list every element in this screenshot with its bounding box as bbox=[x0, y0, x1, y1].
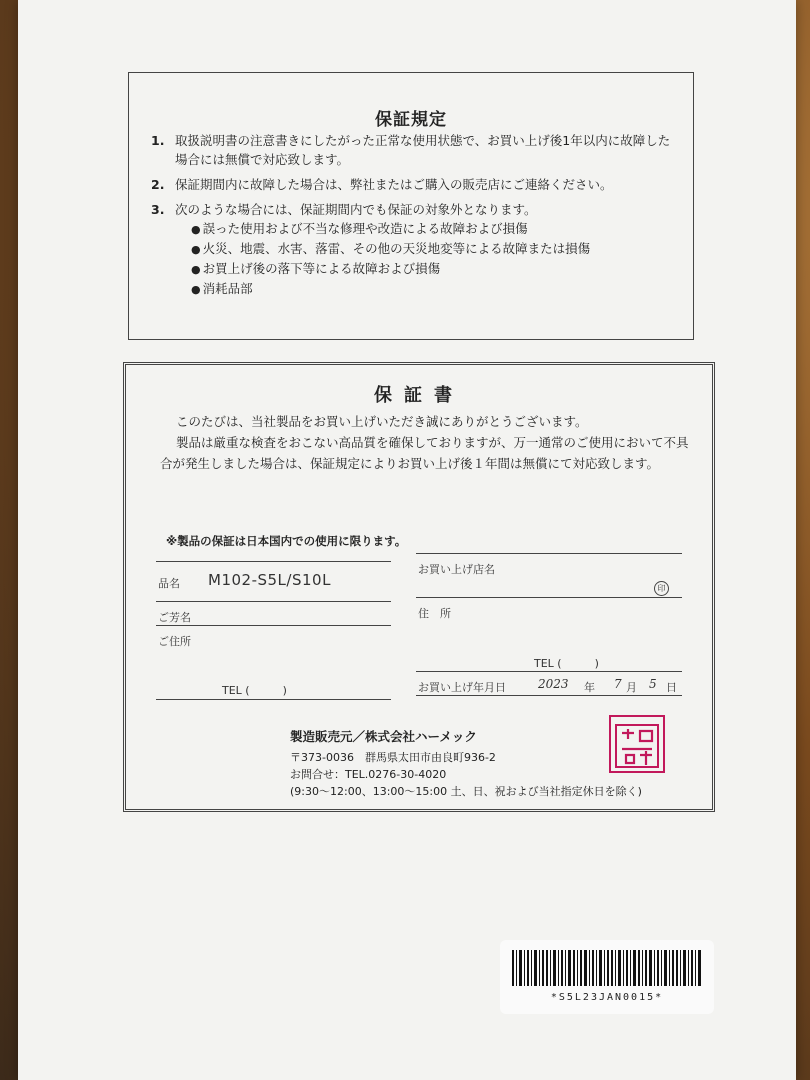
warranty-certificate-box bbox=[123, 362, 715, 812]
exclusion-item: ● 消耗品部 bbox=[191, 279, 675, 299]
customer-tel-label: TEL ( ) bbox=[222, 684, 287, 697]
certificate-title: 保証書 bbox=[374, 385, 464, 406]
shop-name-label: お買い上げ店名 bbox=[418, 563, 495, 576]
form-line bbox=[416, 695, 682, 696]
rule-text: 取扱説明書の注意書きにしたがった正常な使用状態で、お買い上げ後1年以内に故障した場合には無償で対応致します。 bbox=[175, 133, 671, 167]
shop-address-label: 住 所 bbox=[418, 607, 451, 620]
purchase-date-label: お買い上げ年月日 bbox=[418, 681, 506, 694]
form-line bbox=[416, 553, 682, 554]
manufacturer-contact bbox=[290, 749, 642, 800]
rule-item bbox=[151, 200, 675, 299]
product-name-value: M102-S5L/S10L bbox=[208, 571, 331, 589]
manufacturer-name: 製造販売元／株式会社ハーメック bbox=[290, 729, 477, 744]
rule-number: 1. bbox=[151, 133, 165, 148]
exclusion-item: ● お買上げ後の落下等による故障および損傷 bbox=[191, 259, 675, 279]
form-line bbox=[156, 699, 391, 700]
exclusion-item: ● 誤った使用および不当な修理や改造による故障および損傷 bbox=[191, 219, 675, 239]
purchase-day-value: 5 bbox=[649, 677, 657, 691]
shop-tel-label: TEL ( ) bbox=[534, 657, 599, 670]
rule-text: 保証期間内に故障した場合は、弊社またはご購入の販売店にご連絡ください。 bbox=[175, 177, 613, 192]
exclusion-list bbox=[175, 219, 675, 299]
form-line bbox=[416, 671, 682, 672]
rule-item bbox=[151, 131, 675, 169]
year-unit: 年 bbox=[584, 681, 595, 694]
company-seal-stamp bbox=[609, 715, 665, 773]
purchase-month-value: 7 bbox=[614, 677, 622, 691]
warranty-paper bbox=[18, 0, 796, 1080]
rule-item bbox=[151, 175, 675, 194]
domestic-use-note: ※製品の保証は日本国内での使用に限ります。 bbox=[166, 534, 407, 548]
customer-address-label: ご住所 bbox=[158, 635, 191, 648]
stamp-mark: 印 bbox=[654, 581, 669, 596]
product-name-label: 品名 bbox=[158, 577, 180, 590]
regulations-title: 保証規定 bbox=[375, 110, 447, 130]
form-line bbox=[416, 597, 682, 598]
regulations-list bbox=[151, 131, 675, 305]
manufacturer-address: 〒373-0036 群馬県太田市由良町936-2 bbox=[290, 751, 496, 764]
form-line bbox=[156, 561, 391, 562]
customer-name-label: ご芳名 bbox=[158, 611, 191, 624]
month-unit: 月 bbox=[626, 681, 637, 694]
exclusion-item: ● 火災、地震、水害、落雷、その他の天災地変等による故障または損傷 bbox=[191, 239, 675, 259]
day-unit: 日 bbox=[666, 681, 677, 694]
purchase-year-value: 2023 bbox=[538, 677, 569, 691]
intro-paragraph: 製品は厳重な検査をおこない高品質を確保しておりますが、万一通常のご使用において不具合が発生しました場合は、保証規定によりお買い上げ後１年間は無償にて対応致します。 bbox=[160, 435, 689, 471]
form-line bbox=[156, 601, 391, 602]
form-line bbox=[156, 625, 391, 626]
rule-number: 2. bbox=[151, 177, 165, 192]
certificate-intro bbox=[160, 411, 694, 474]
business-hours: (9:30～12:00、13:00～15:00 土、日、祝および当社指定休日を除く) bbox=[290, 785, 642, 798]
intro-paragraph: このたびは、当社製品をお買い上げいただき誠にありがとうございます。 bbox=[176, 414, 588, 429]
serial-barcode-label bbox=[500, 940, 714, 1014]
rule-number: 3. bbox=[151, 202, 165, 217]
manufacturer-phone: お問合せ：TEL.0276-30-4020 bbox=[290, 768, 447, 781]
rule-text: 次のような場合には、保証期間内でも保証の対象外となります。 bbox=[175, 202, 537, 217]
warranty-regulations-box bbox=[128, 72, 694, 340]
barcode-icon bbox=[512, 950, 702, 986]
serial-number: *S5L23JAN0015* bbox=[550, 992, 664, 1003]
